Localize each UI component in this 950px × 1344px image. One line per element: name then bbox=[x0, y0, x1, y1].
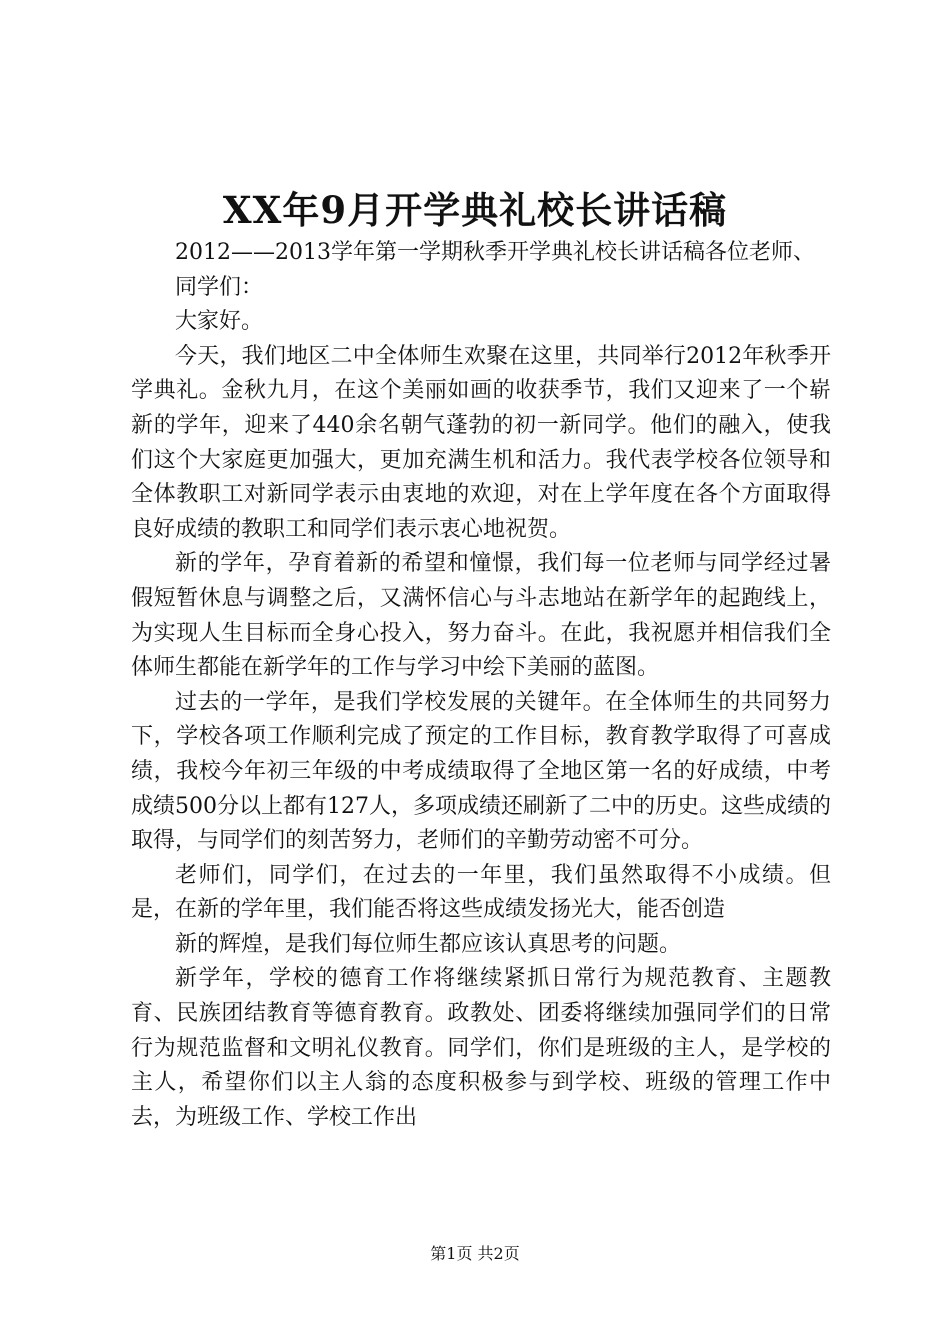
document-title: XX年9月开学典礼校长讲话稿 bbox=[222, 188, 728, 232]
paragraph: 新的学年，孕育着新的希望和憧憬，我们每一位老师与同学经过暑假短暂休息与调整之后，又满怀信心与斗志地站在新学年的起跑线上，为实现人生目标而全身心投入，努力奋斗。在此，我祝愿并相信我们全体师生都能在新学年的工作与学习中绘下美丽的蓝图。 bbox=[131, 551, 831, 681]
paragraph: 今天，我们地区二中全体师生欢聚在这里，共同举行2012年秋季开学典礼。金秋九月，在这个美丽如画的收获季节，我们又迎来了一个崭新的学年，迎来了440余名朝气蓬勃的初一新同学。他们的融入，使我们这个大家庭更加强大，更加充满生机和活力。我代表学校各位领导和全体教职工对新同学表示由衷地的欢迎，对在上学年度在各个方面取得良好成绩的教职工和同学们表示衷心地祝贺。 bbox=[131, 343, 831, 542]
paragraph: 大家好。 bbox=[175, 309, 264, 335]
document-body bbox=[131, 236, 831, 1135]
paragraph: 新的辉煌，是我们每位师生都应该认真思考的问题。 bbox=[175, 931, 682, 957]
paragraph: 新学年，学校的德育工作将继续紧抓日常行为规范教育、主题教育、民族团结教育等德育教育。政教处、团委将继续加强同学们的日常行为规范监督和文明礼仪教育。同学们，你们是班级的主人，是学校的主人，希望你们以主人翁的态度积极参与到学校、班级的管理工作中去，为班级工作、学校工作出 bbox=[131, 966, 831, 1130]
page-number-footer: 第1页 共2页 bbox=[430, 1244, 520, 1263]
paragraph: 老师们，同学们，在过去的一年里，我们虽然取得不小成绩。但是，在新的学年里，我们能否将这些成绩发扬光大，能否创造 bbox=[131, 862, 831, 923]
paragraph: 过去的一学年，是我们学校发展的关键年。在全体师生的共同努力下，学校各项工作顺利完成了预定的工作目标，教育教学取得了可喜成绩，我校今年初三年级的中考成绩取得了全地区第一名的好成绩，中考成绩500分以上都有127人，多项成绩还刷新了二中的历史。这些成绩的取得，与同学们的刻苦努力，老师们的辛勤劳动密不可分。 bbox=[131, 689, 831, 854]
paragraph: 同学们： bbox=[175, 274, 264, 300]
paragraph: 2012——2013学年第一学期秋季开学典礼校长讲话稿各位老师、 bbox=[175, 240, 815, 265]
